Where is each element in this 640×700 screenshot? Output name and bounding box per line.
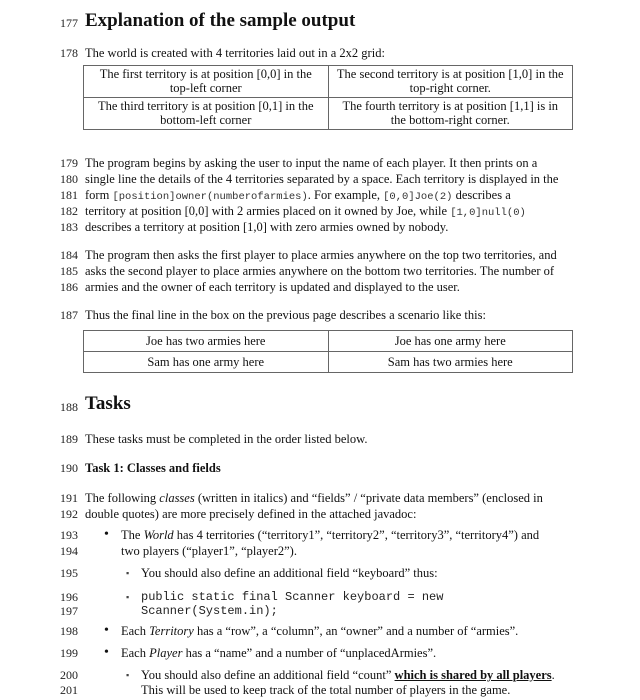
cell-line: The second territory is at position [1,0] in the — [336, 67, 564, 81]
text-run: (written in italics) and “fields” / “private data members” (enclosed in — [194, 491, 543, 505]
text-run: . — [551, 668, 555, 682]
table-cell — [328, 98, 573, 130]
paragraph: The world is created with 4 territories laid out in a 2x2 grid: — [85, 46, 385, 60]
paragraph: Thus the final line in the box on the previous page describes a scenario like this: — [85, 308, 486, 322]
bullet-line — [121, 528, 539, 542]
text-run: has a “name” and a number of “unplacedArmies”. — [182, 646, 437, 660]
code-inline: [0,0]Joe(2) — [383, 191, 453, 203]
line-number: 179 — [60, 156, 78, 170]
code-inline: [1,0]null(0) — [450, 207, 526, 219]
section-title: Tasks — [85, 393, 131, 414]
text-run: Each — [121, 646, 150, 660]
cell-line: The first territory is at position [0,0] in the — [99, 67, 312, 81]
line-number: 197 — [60, 604, 78, 618]
line-number: 200 — [60, 668, 78, 682]
bullet-line: two players (“player1”, “player2”). — [121, 544, 297, 558]
text-run: has a “row”, a “column”, an “owner” and a number of “armies”. — [193, 624, 519, 638]
paragraph-line: double quotes) are more precisely defined in the attached javadoc: — [85, 507, 417, 521]
line-number: 201 — [60, 683, 78, 697]
line-number: 188 — [60, 400, 78, 414]
table-cell — [328, 66, 573, 98]
sub-bullet-icon: ▪ — [126, 592, 130, 602]
table-cell — [84, 98, 329, 130]
line-number: 198 — [60, 624, 78, 638]
table-cell — [84, 66, 329, 98]
sub-bullet-line: You should also define an additional field “keyboard” thus: — [141, 566, 438, 580]
text-run: The — [121, 528, 144, 542]
text-run: describes a — [452, 188, 511, 202]
sub-bullet-icon: ▪ — [126, 568, 130, 578]
line-number: 185 — [60, 264, 78, 278]
text-run: . For example, — [307, 188, 384, 202]
code-inline: [position]owner(numberofarmies) — [112, 191, 308, 203]
paragraph-line — [85, 491, 543, 505]
subsection-title: Task 1: Classes and fields — [85, 461, 221, 475]
line-number: 193 — [60, 528, 78, 542]
line-number: 195 — [60, 566, 78, 580]
sub-bullet-icon: ▪ — [126, 670, 130, 680]
table-cell: Joe has one army here — [328, 331, 573, 352]
table-row — [84, 331, 573, 352]
table-row — [84, 98, 573, 130]
line-number: 191 — [60, 491, 78, 505]
paragraph-line: single line the details of the 4 territories separated by a space. Each territory is displayed in the — [85, 172, 559, 186]
line-number: 190 — [60, 461, 78, 475]
bullet-line — [121, 624, 518, 638]
paragraph-line: asks the second player to place armies anywhere on the bottom two territories. The number of — [85, 264, 555, 278]
table-cell: Sam has one army here — [84, 352, 329, 373]
bullet-icon: • — [104, 623, 109, 638]
paragraph-line: armies and the owner of each territory is updated and displayed to the user. — [85, 280, 460, 294]
table-row — [84, 352, 573, 373]
italic-run: World — [143, 528, 174, 542]
table-cell: Joe has two armies here — [84, 331, 329, 352]
cell-line: The third territory is at position [0,1] in the — [97, 99, 314, 113]
text-run: Each — [121, 624, 150, 638]
line-number: 194 — [60, 544, 78, 558]
line-number: 177 — [60, 16, 78, 30]
text-run: You should also define an additional field “count” — [141, 668, 395, 682]
text-run: territory at position [0,0] with 2 armies placed on it owned by Joe, while — [85, 204, 451, 218]
territory-grid-table — [83, 65, 573, 130]
cell-line: The fourth territory is at position [1,1] is in — [342, 99, 559, 113]
line-number: 178 — [60, 46, 78, 60]
sub-bullet-line: This will be used to keep track of the total number of players in the game. — [141, 683, 511, 697]
underlined-run: which is shared by all players — [394, 668, 552, 682]
table-cell: Sam has two armies here — [328, 352, 573, 373]
cell-line: the bottom-right corner. — [390, 113, 510, 127]
line-number: 183 — [60, 220, 78, 234]
line-number: 184 — [60, 248, 78, 262]
text-run: The following — [85, 491, 160, 505]
bullet-icon: • — [104, 645, 109, 660]
section-title: Explanation of the sample output — [85, 10, 356, 31]
paragraph-line: The program then asks the first player to place armies anywhere on the top two territories, and — [85, 248, 557, 262]
cell-line: bottom-left corner — [160, 113, 252, 127]
paragraph-line: describes a territory at position [1,0] with zero armies owned by nobody. — [85, 220, 449, 234]
cell-line: top-right corner. — [409, 81, 491, 95]
line-number: 186 — [60, 280, 78, 294]
italic-run: classes — [159, 491, 195, 505]
table-row — [84, 66, 573, 98]
code-block: public static final Scanner keyboard = new Scanner(System.in); — [141, 590, 444, 618]
bullet-line — [121, 646, 436, 660]
line-number: 180 — [60, 172, 78, 186]
text-run: form — [85, 188, 113, 202]
paragraph-line: The program begins by asking the user to input the name of each player. It then prints on a — [85, 156, 538, 170]
cell-line: top-left corner — [169, 81, 242, 95]
italic-run: Player — [149, 646, 183, 660]
scenario-table — [83, 330, 573, 373]
text-run: has 4 territories (“territory1”, “territory2”, “territory3”, “territory4”) and — [173, 528, 540, 542]
italic-run: Territory — [149, 624, 194, 638]
paragraph-line — [85, 188, 511, 204]
line-number: 182 — [60, 204, 78, 218]
line-number: 196 — [60, 590, 78, 604]
line-number: 181 — [60, 188, 78, 202]
line-number: 192 — [60, 507, 78, 521]
paragraph: These tasks must be completed in the order listed below. — [85, 432, 368, 446]
line-number: 189 — [60, 432, 78, 446]
sub-bullet-line — [141, 668, 555, 682]
line-number: 199 — [60, 646, 78, 660]
line-number: 187 — [60, 308, 78, 322]
bullet-icon: • — [104, 527, 109, 542]
paragraph-line — [85, 204, 526, 220]
